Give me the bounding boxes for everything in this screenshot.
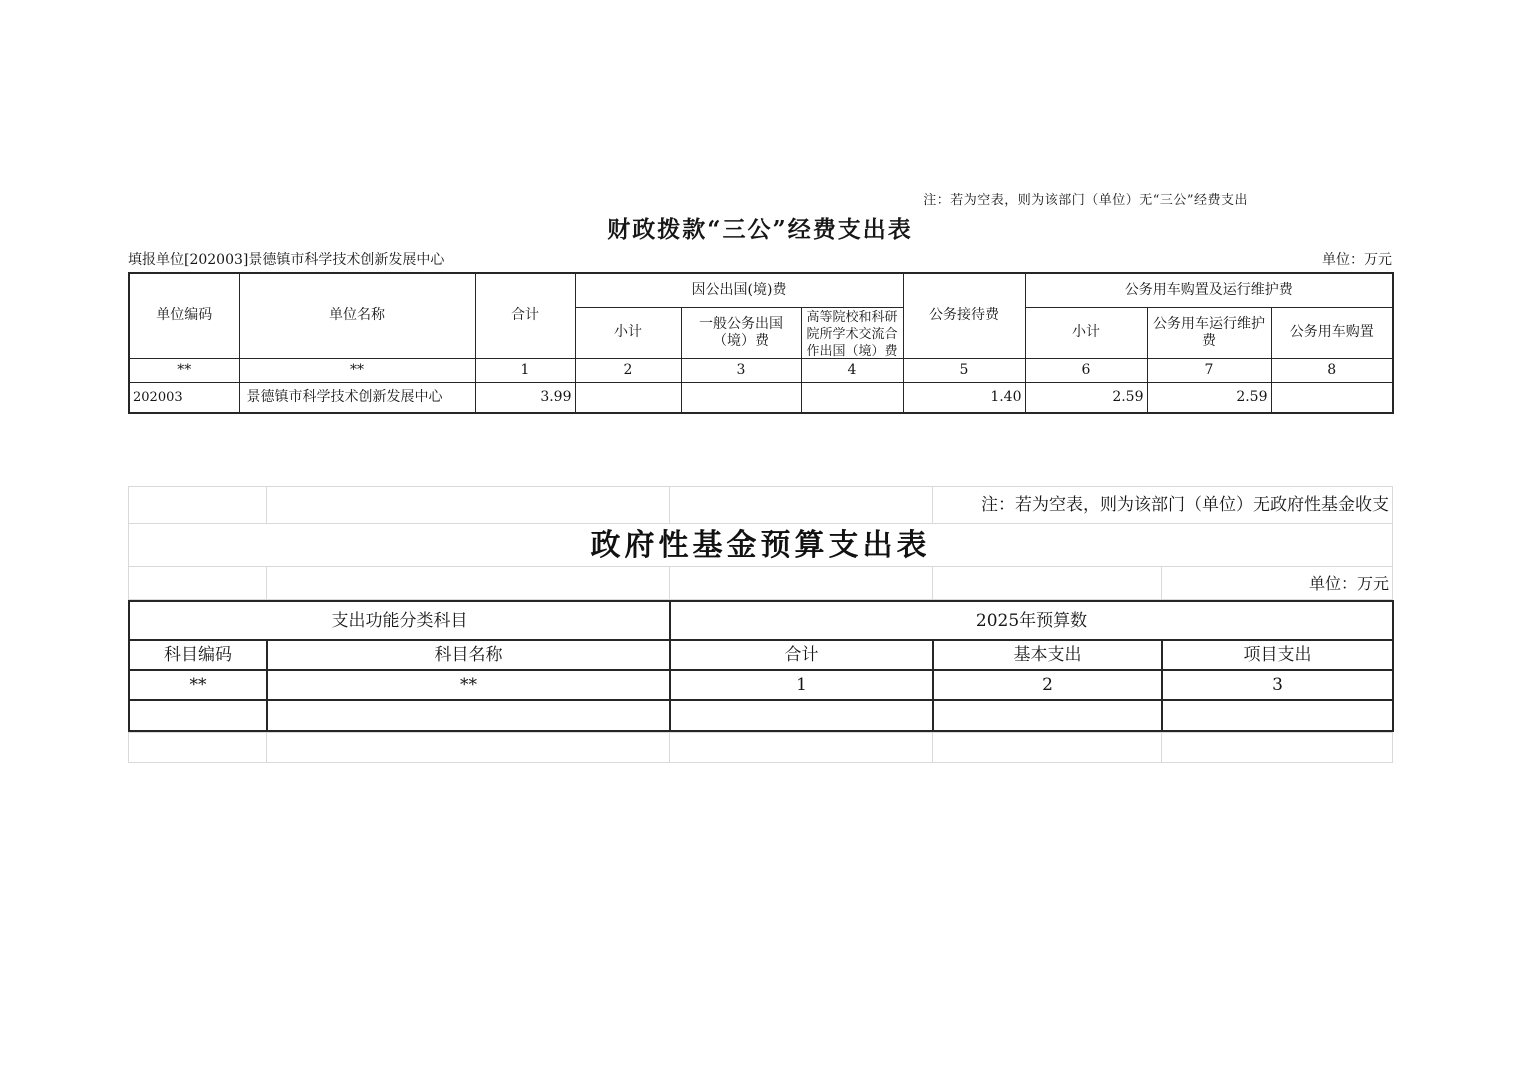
table2-unit-label: 单位：万元 (1162, 567, 1393, 600)
empty-cell (267, 700, 670, 731)
col-code-cell: 7 (1147, 358, 1271, 382)
col-code-cell: ** (267, 670, 670, 700)
table-row (129, 382, 1393, 413)
col-code-cell: 1 (670, 670, 933, 700)
col-code-cell: 2 (575, 358, 681, 382)
header-project: 项目支出 (1162, 640, 1393, 670)
table1-report-unit: 填报单位[202003]景德镇市科学技术创新发展中心 (128, 252, 445, 268)
data-abroad-general (681, 382, 801, 413)
header-reception: 公务接待费 (903, 273, 1025, 358)
header-budget-group: 2025年预算数 (670, 601, 1393, 640)
header-abroad-general: 一般公务出国（境）费 (681, 307, 801, 358)
col-code-cell: 5 (903, 358, 1025, 382)
header-unit-name: 单位名称 (239, 273, 475, 358)
header-total: 合计 (475, 273, 575, 358)
empty-cell (267, 487, 670, 524)
report-page (128, 0, 1392, 763)
col-code-cell: 3 (1162, 670, 1393, 700)
empty-cell (933, 733, 1162, 763)
empty-cell (933, 700, 1162, 731)
header-total: 合计 (670, 640, 933, 670)
col-code-cell: 8 (1271, 358, 1393, 382)
header-abroad-subtotal: 小计 (575, 307, 681, 358)
table1-note: 注：若为空表，则为该部门（单位）无“三公”经费支出 (923, 193, 1248, 208)
empty-cell (670, 700, 933, 731)
col-code-cell: 1 (475, 358, 575, 382)
table2-title: 政府性基金预算支出表 (590, 527, 931, 563)
table1-unit-label: 单位：万元 (1322, 252, 1392, 268)
empty-cell (1162, 700, 1393, 731)
table2-title-cell (129, 524, 1393, 567)
header-unit-code: 单位编码 (129, 273, 239, 358)
data-abroad-academic (801, 382, 903, 413)
header-func-group: 支出功能分类科目 (129, 601, 670, 640)
empty-cell (129, 567, 267, 600)
empty-cell (267, 733, 670, 763)
empty-cell (129, 487, 267, 524)
data-vehicle-maintain: 2.59 (1147, 382, 1271, 413)
table1-title: 财政拨款“三公”经费支出表 (607, 216, 913, 243)
header-subject-name: 科目名称 (267, 640, 670, 670)
col-code-cell: 6 (1025, 358, 1147, 382)
header-abroad-group: 因公出国(境)费 (575, 273, 903, 307)
three-public-expense-table (128, 272, 1394, 414)
empty-cell (670, 733, 933, 763)
data-vehicle-subtotal: 2.59 (1025, 382, 1147, 413)
header-vehicle-purchase: 公务用车购置 (1271, 307, 1393, 358)
empty-data-row (129, 700, 1393, 731)
col-code-cell: 4 (801, 358, 903, 382)
column-code-row (129, 358, 1393, 382)
header-basic: 基本支出 (933, 640, 1162, 670)
col-code-cell: ** (129, 358, 239, 382)
data-total: 3.99 (475, 382, 575, 413)
table1-subline (128, 252, 1392, 268)
table2-note: 注：若为空表，则为该部门（单位）无政府性基金收支 (933, 487, 1393, 524)
empty-cell (670, 567, 933, 600)
empty-cell (933, 567, 1162, 600)
header-vehicle-group: 公务用车购置及运行维护费 (1025, 273, 1393, 307)
empty-cell (129, 700, 267, 731)
header-subject-code: 科目编码 (129, 640, 267, 670)
empty-cell (267, 567, 670, 600)
col-code-cell: ** (129, 670, 267, 700)
data-vehicle-purchase (1271, 382, 1393, 413)
gov-fund-table-head (128, 486, 1393, 600)
data-abroad-subtotal (575, 382, 681, 413)
gov-fund-table-foot (128, 732, 1393, 763)
column-code-row (129, 670, 1393, 700)
gov-fund-budget-table (128, 600, 1394, 732)
header-vehicle-subtotal: 小计 (1025, 307, 1147, 358)
empty-cell (1162, 733, 1393, 763)
data-reception: 1.40 (903, 382, 1025, 413)
empty-cell (670, 487, 933, 524)
header-abroad-academic: 高等院校和科研院所学术交流合作出国（境）费 (801, 307, 903, 358)
empty-cell (129, 733, 267, 763)
col-code-cell: ** (239, 358, 475, 382)
data-unit-name: 景德镇市科学技术创新发展中心 (239, 382, 475, 413)
col-code-cell: 3 (681, 358, 801, 382)
header-vehicle-maintain: 公务用车运行维护费 (1147, 307, 1271, 358)
col-code-cell: 2 (933, 670, 1162, 700)
data-unit-code: 202003 (129, 382, 239, 413)
